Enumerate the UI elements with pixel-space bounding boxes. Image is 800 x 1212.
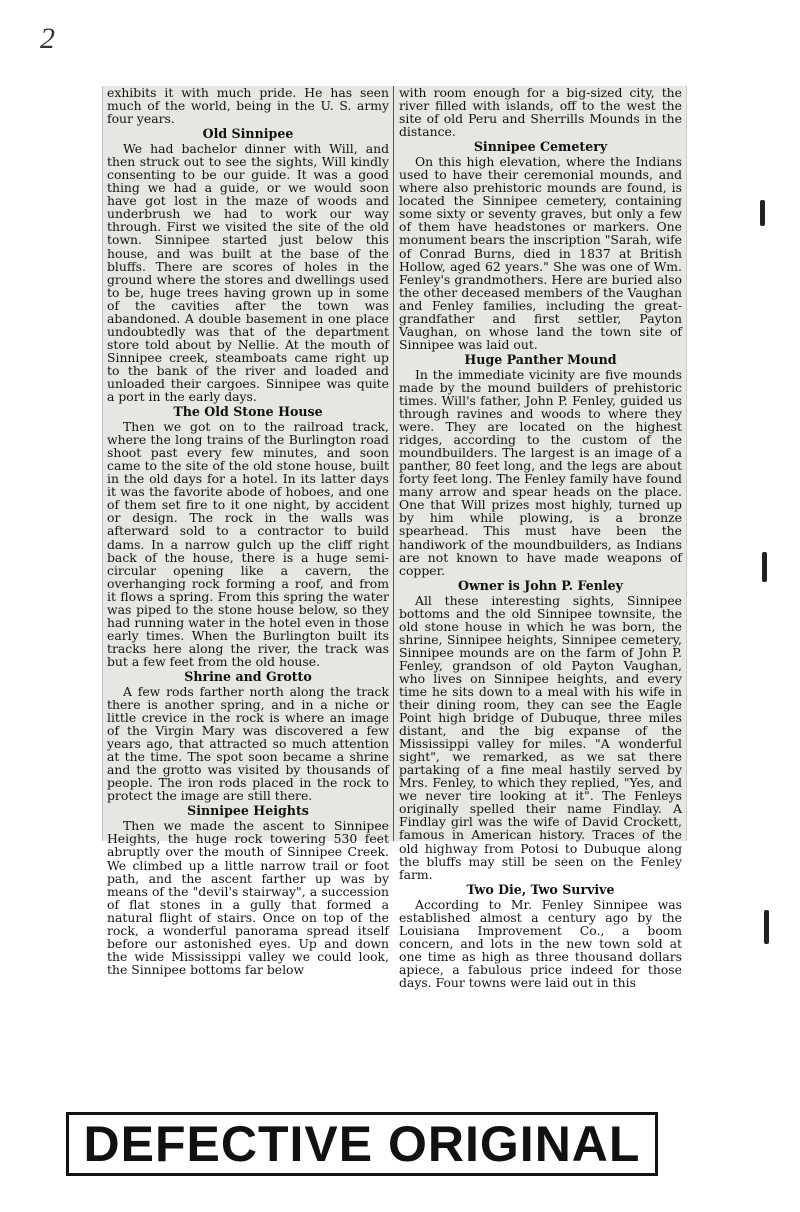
page-number: 2 [40, 22, 55, 55]
paragraph: In the immediate vicinity are five mounds made by the mound builders of prehistoric times. Will's father, John P. Fenley, guided us through ravines and woods to where they were. They are located on the highest ridges, according to the custom of the moundbuilders. The largest is an image of a panther, 80 feet long, and the legs are about forty feet long. The Fenley family have found many arrow and spear heads on the place. One that Will prizes most highly, turned up by him while plowing, is a bronze spearhead. This must have been the handiwork of the moundbuilders, as Indians are not known to have made weapons of copper. [399, 366, 682, 578]
scan-mark [760, 200, 765, 226]
heading-shrine-and-grotto: Shrine and Grotto [184, 668, 312, 684]
paragraph: A few rods farther north along the track there is another spring, and in a niche or little crevice in the rock is where an image of the Virgin Mary was discovered a few years ago, that attracted so much attention at the time. The spot soon became a shrine and the grotto was visited by thousands of people. The iron rods placed in the rock to protect the image are still there. [107, 683, 389, 804]
defective-original-stamp: DEFECTIVE ORIGINAL [66, 1112, 658, 1176]
heading-owner-john-fenley: Owner is John P. Fenley [457, 577, 623, 593]
left-column [107, 85, 389, 977]
heading-old-stone-house: The Old Stone House [173, 404, 323, 420]
heading-huge-panther-mound: Huge Panther Mound [464, 351, 617, 367]
left-intro: exhibits it with much pride. He has seen much of the world, being in the U. S. army four years. [107, 85, 389, 127]
right-column [399, 85, 682, 990]
paragraph: We had bachelor dinner with Will, and then struck out to see the sights, Will kindly consenting to be our guide. It was a good thing we had a guide, or we would soon have got lost in the maze of woods and underbrush we had to work our way through. First we visited the site of the old town. Sinnipee started just below this house, and was built at the base of the bluffs. There are scores of holes in the ground where the stores and dwellings used to be, huge trees having grown up in some of the cavities after the town was abandoned. A double basement in one place undoubtedly was that of the department store told about by Nellie. At the mouth of Sinnipee creek, steamboats came right up to the bank of the river and loaded and unloaded their cargoes. Sinnipee was quite a port in the early days. [107, 141, 389, 405]
heading-two-die-two-survive: Two Die, Two Survive [466, 881, 615, 897]
heading-sinnipee-cemetery: Sinnipee Cemetery [473, 139, 608, 155]
heading-sinnipee-heights: Sinnipee Heights [187, 803, 309, 819]
paragraph: According to Mr. Fenley Sinnipee was established almost a century ago by the Louisiana Improvement Co., a boom concern, and lots in the new town sold at one time as high as three thousand dollars apiece, a fabulous price indeed for those days. Four towns were laid out in this [399, 896, 682, 990]
paragraph: Then we got on to the railroad track, where the long trains of the Burlington road shoot past every few minutes, and soon came to the site of the old stone house, built in the old days for a hotel. In its latter days it was the favorite abode of hoboes, and one of them set fire to it one night, by accident or design. The rock in the walls was afterward sold to a contractor to build dams. In a narrow gulch up the cliff right back of the house, there is a huge semi-circular opening like a cavern, the overhanging rock forming a roof, and from it flows a spring. From this spring the water was piped to the stone house below, so they had running water in the hotel even in those early times. When the Burlington built its tracks here along the river, the track was but a few feet from the old house. [107, 419, 389, 669]
paragraph: All these interesting sights, Sinnipee bottoms and the old Sinnipee townsite, the old stone house in which he was born, the shrine, Sinnipee heights, Sinnipee cemetery, Sinnipee mounds are on the farm of John P. Fenley, grandson of old Payton Vaughan, who lives on Sinnipee heights, and every time he sits down to a meal with his wife in their dining room, they can see the Eagle Point high bridge of Dubuque, three miles distant, and the big expanse of the Mississippi valley for miles. "A wonderful sight", we remarked, as we sat there partaking of a fine meal hastily served by Mrs. Fenley, to which they replied, "Yes, and we never tire looking at it". The Fenleys originally spelled their name Findlay. A Findlay girl was the wife of David Crockett, famous in American history. Traces of the old highway from Potosi to Dubuque along the bluffs may still be seen on the Fenley farm. [399, 592, 682, 882]
scan-mark [764, 910, 769, 944]
paragraph: Then we made the ascent to Sinnipee Heights, the huge rock towering 530 feet abruptly over the mouth of Sinnipee Creek. We climbed up a little narrow trail or foot path, and the ascent farther up was by means of the "devil's stairway", a succession of flat stones in a gully that formed a natural flight of stairs. Once on top of the rock, a wonderful panorama spread itself before our astonished eyes. Up and down the wide Mississippi valley we could look, the Sinnipee bottoms far below [107, 818, 389, 977]
right-intro: with room enough for a big-sized city, the river filled with islands, off to the west the site of old Peru and Sherrills Mounds in the distance. [399, 85, 682, 140]
newspaper-clipping [102, 85, 687, 990]
paragraph: On this high elevation, where the Indians used to have their ceremonial mounds, and where also prehistoric mounds are found, is located the Sinnipee cemetery, containing some sixty or seventy graves, but only a few of them have headstones or markers. One monument bears the inscription "Sarah, wife of Conrad Burns, died in 1837 at British Hollow, aged 62 years." She was one of Wm. Fenley's grandmothers. Here are buried also the other deceased members of the Vaughan and Fenley families, including the great-grandfather and first settler, Payton Vaughan, on whose land the town site of Sinnipee was laid out. [399, 154, 682, 352]
scan-mark [762, 552, 767, 582]
heading-old-sinnipee: Old Sinnipee [202, 126, 294, 142]
column-divider [393, 86, 394, 841]
